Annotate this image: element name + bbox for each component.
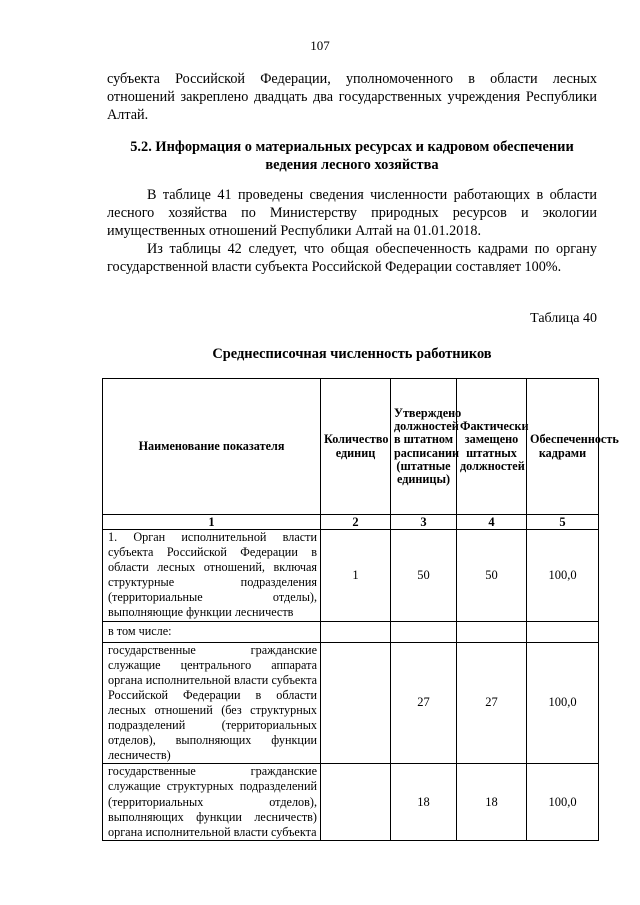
row-name: в том числе: [103,621,321,642]
header-unit-count: Количество единиц [321,379,391,515]
table-title: Среднесписочная численность работников [212,346,492,362]
column-number: 4 [457,515,527,530]
staff-table [102,378,619,841]
table-row [103,530,599,622]
column-number: 1 [103,515,321,530]
table-row [103,764,599,840]
page-number: 107 [310,38,330,53]
paragraph-3: Из таблицы 42 следует, что общая обеспеченность кадрами по органу государственной власти субъекта Российской Федерации составляет 100%. [107,241,597,275]
column-number: 3 [391,515,457,530]
paragraph-1: субъекта Российской Федерации, уполномоченного в области лесных отношений закреплено двадцать два государственных учреждения Республики Алтай. [107,71,597,123]
row-count [321,764,391,840]
row-staffing [527,621,599,642]
row-name: государственные гражданские служащие центрального аппарата органа исполнительной власти субъекта Российской Федерации в области лесных отношений (без структурных подразделений (территориальных отделов), выполняющих функции лесничеств) [103,642,321,764]
row-approved [391,621,457,642]
row-staffing: 100,0 [527,764,599,840]
row-count: 1 [321,530,391,622]
row-count [321,621,391,642]
table-label: Таблица 40 [530,311,597,326]
row-filled [457,621,527,642]
row-staffing: 100,0 [527,642,599,764]
section-heading: 5.2. Информация о материальных ресурсах и кадровом обеспечении ведения лесного хозяйства [130,139,574,173]
row-approved: 18 [391,764,457,840]
paragraph-2: В таблице 41 проведены сведения численности работающих в области лесного хозяйства по Министерству природных ресурсов и экологии имущественных отношений Республики Алтай на 01.01.2018. [107,187,597,239]
row-filled: 18 [457,764,527,840]
row-name: государственные гражданские служащие структурных подразделений (территориальных отделов), выполняющих функции лесничеств) органа исполнительной власти субъекта [103,764,321,840]
column-number: 2 [321,515,391,530]
table-row [103,642,599,764]
row-approved: 27 [391,642,457,764]
row-filled: 27 [457,642,527,764]
header-indicator-name: Наименование показателя [103,379,321,515]
row-name: 1. Орган исполнительной власти субъекта Российской Федерации в области лесных отношений, включая структурные подразделения (территориальные отделы), выполняющие функции лесничеств [103,530,321,622]
header-staffing-level: Обеспеченность кадрами [527,379,599,515]
table-row [103,621,599,642]
column-number-row [103,515,599,530]
row-staffing: 100,0 [527,530,599,622]
row-approved: 50 [391,530,457,622]
table-header-row [103,379,599,515]
row-filled: 50 [457,530,527,622]
header-filled-positions: Фактически замещено штатных должностей [457,379,527,515]
column-number: 5 [527,515,599,530]
row-count [321,642,391,764]
header-approved-positions: Утверждено должностей в штатном расписании (штатные единицы) [391,379,457,515]
